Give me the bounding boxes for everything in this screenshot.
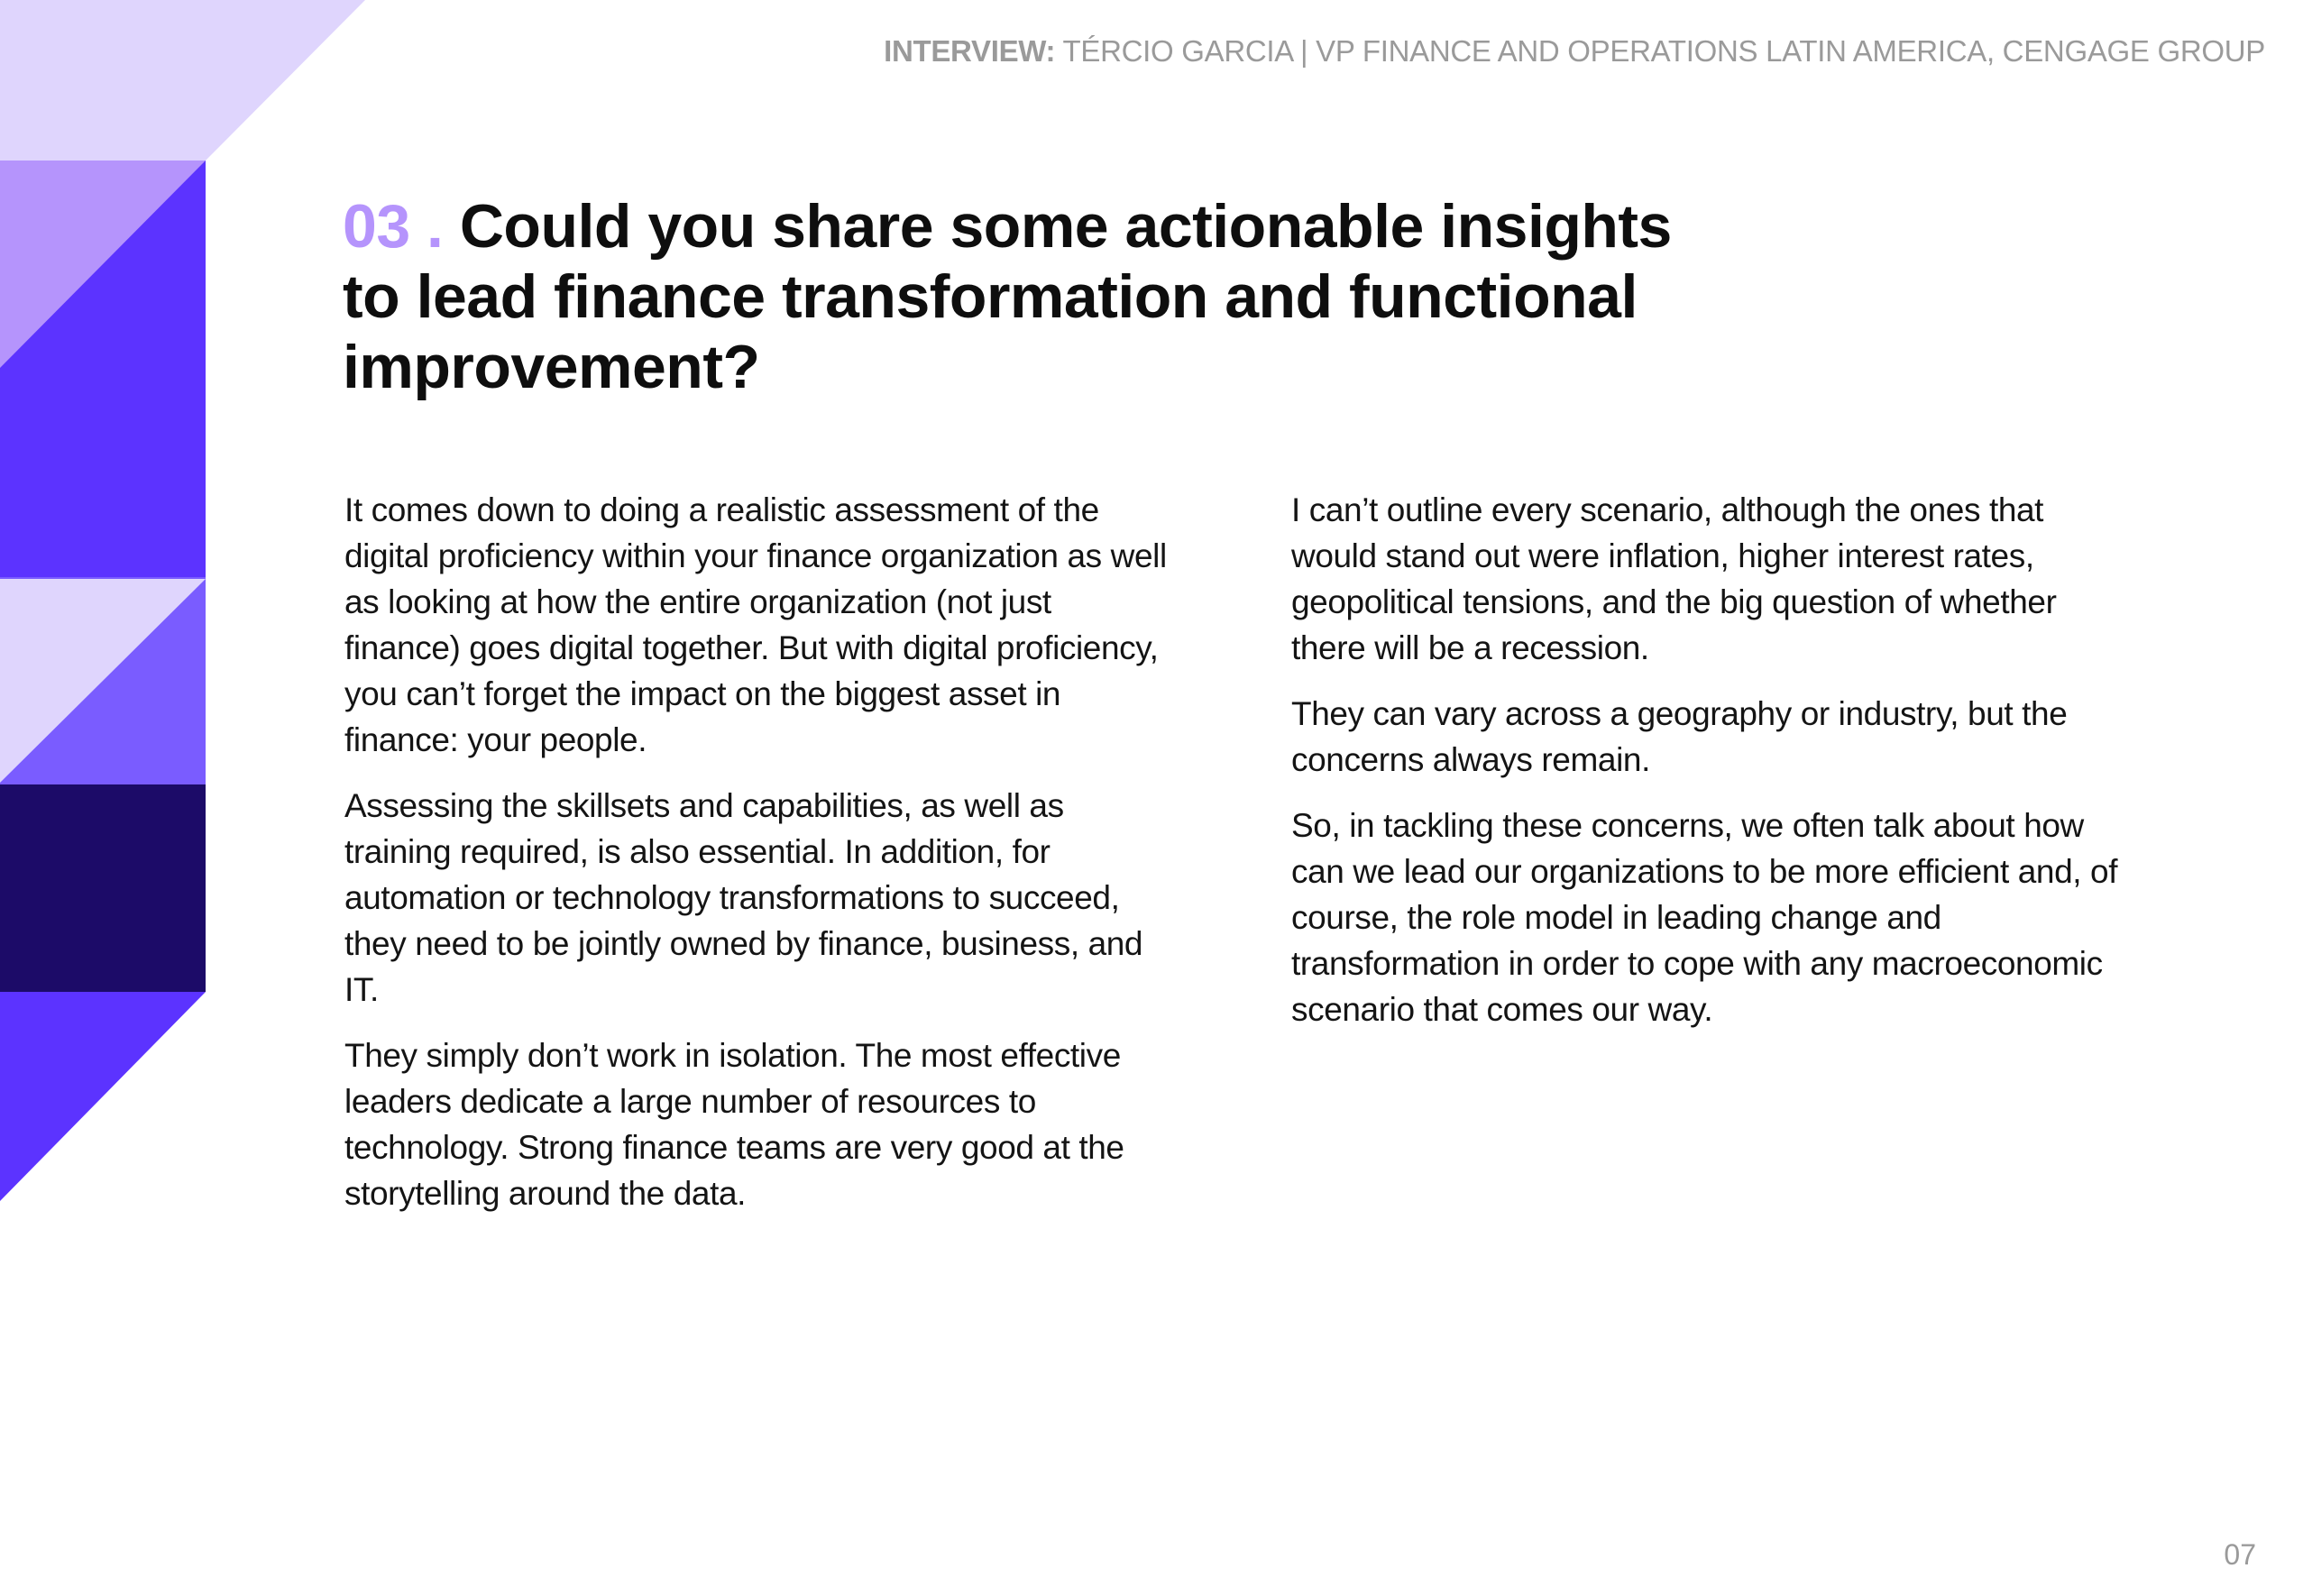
- running-header: [884, 34, 2265, 69]
- answer-column-left: [344, 487, 1174, 1236]
- paragraph: I can’t outline every scenario, although the ones that would stand out were inflation, higher interest rates, geopolitical tensions, and the big question of whether there will be a recession.: [1291, 491, 2057, 666]
- question-heading: [343, 191, 1695, 402]
- question-title: Could you share some actionable insights to lead finance transformation and functional improvement?: [343, 192, 1672, 401]
- paragraph: They can vary across a geography or industry, but the concerns always remain.: [1291, 695, 2068, 778]
- deco-block4-navy: [0, 784, 206, 992]
- question-separator: .: [409, 192, 460, 261]
- running-header-label: INTERVIEW:: [884, 34, 1056, 68]
- question-number: 03: [343, 192, 410, 261]
- paragraph: So, in tackling these concerns, we often talk about how can we lead our organizations to be more efficient and, of course, the role model in leading change and transformation in order to cope with any macroeconomic scenario that comes our way.: [1291, 807, 2118, 1028]
- running-header-text: TÉRCIO GARCIA | VP FINANCE AND OPERATIONS LATIN AMERICA, CENGAGE GROUP: [1055, 34, 2265, 68]
- deco-top-lavender: [0, 0, 365, 161]
- paragraph: Assessing the skillsets and capabilities, as well as training required, is also essential. In addition, for automation or technology transformations to succeed, they need to be jointly owned by finance, business, and IT.: [344, 787, 1143, 1008]
- deco-block5-indigo-triangle: [0, 992, 206, 1201]
- page-number: 07: [2224, 1538, 2256, 1571]
- paragraph: It comes down to doing a realistic assessment of the digital proficiency within your finance organization as well as looking at how the entire organization (not just finance) goes digital together. But with digital proficiency, you can’t forget the impact on the biggest asset in finance: your people.: [344, 491, 1167, 758]
- answer-column-right: [1291, 487, 2121, 1052]
- decorative-geometric-band: [0, 0, 379, 1208]
- paragraph: They simply don’t work in isolation. The most effective leaders dedicate a large number of resources to technology. Strong finance teams are very good at the storytelling around the data.: [344, 1037, 1124, 1212]
